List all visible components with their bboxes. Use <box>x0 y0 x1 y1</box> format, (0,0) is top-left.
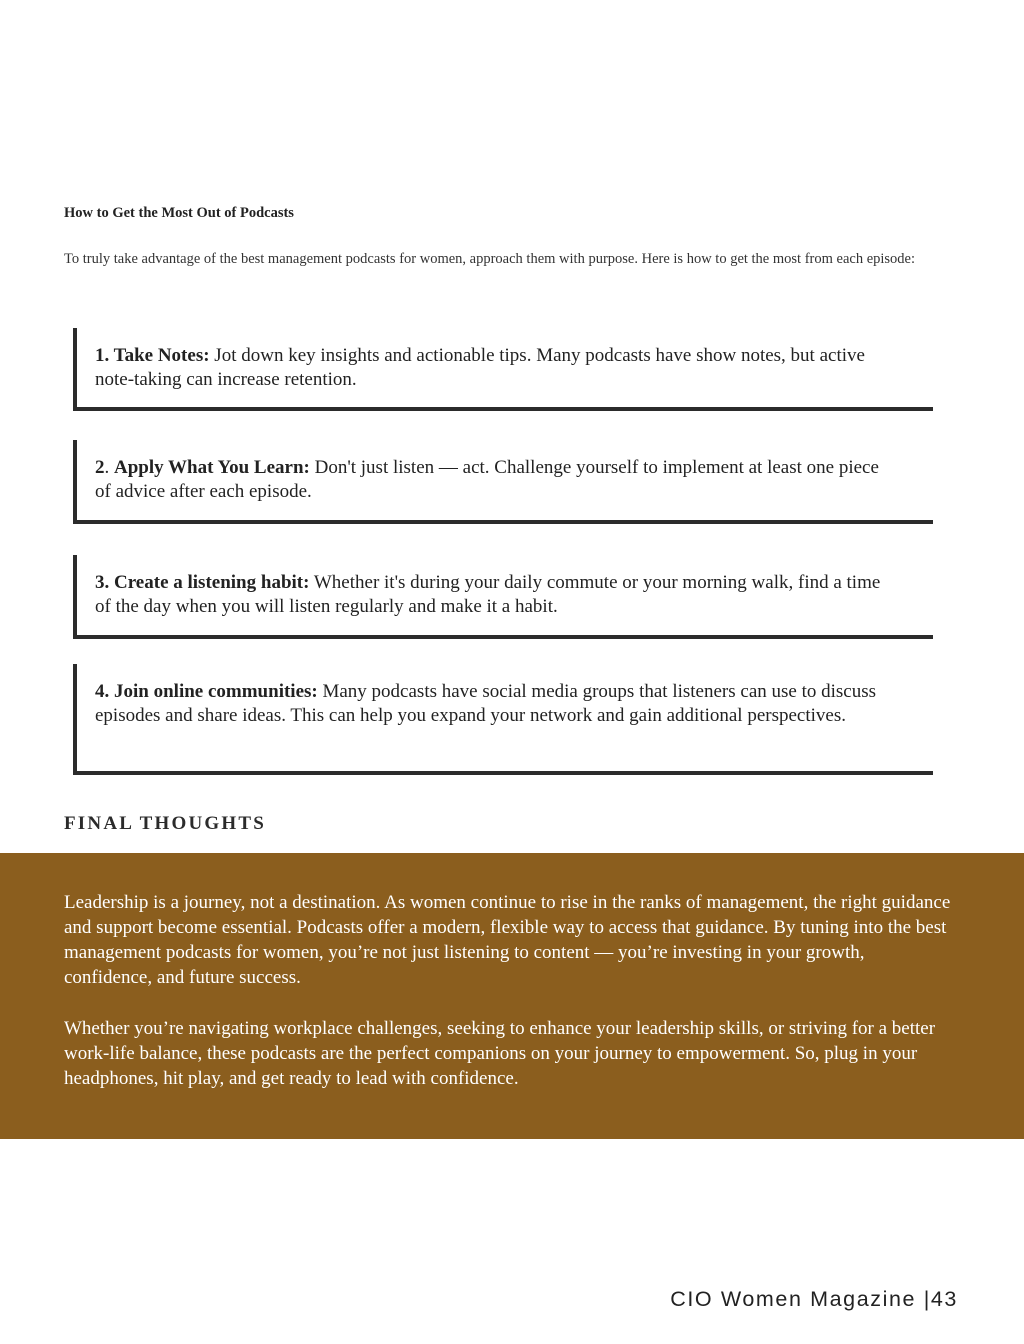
magazine-name: CIO Women Magazine <box>670 1287 917 1311</box>
tip-body: Don't just listen — act. Challenge yourself to implement at least one piece of advice after each episode. <box>95 457 879 502</box>
final-paragraph: Leadership is a journey, not a destination. As women continue to rise in the ranks of management, the right guidance and support become essential. Podcasts offer a modern, flexible way to access that guidance. By tuning into the best management podcasts for women, you’re not just listening to content — you’re investing in your growth, confidence, and future success. <box>64 892 951 988</box>
tip-body: Many podcasts have social media groups that listeners can use to discuss episodes and share ideas. This can help you expand your network and gain additional perspectives. <box>95 681 876 726</box>
tip-body: Jot down key insights and actionable tips. Many podcasts have show notes, but active note-taking can increase retention. <box>95 345 865 390</box>
tip-card-online-communities <box>73 664 933 775</box>
tip-number: 2 <box>95 457 105 478</box>
page-number: |43 <box>923 1287 958 1311</box>
page-footer <box>670 1287 958 1312</box>
section-heading: How to Get the Most Out of Podcasts <box>64 205 294 221</box>
tip-card-listening-habit <box>73 555 933 639</box>
tip-text <box>95 456 893 503</box>
tip-label: 4. Join online communities: <box>95 681 318 702</box>
final-thoughts-heading: FINAL THOUGHTS <box>64 813 267 834</box>
tip-text <box>95 571 893 618</box>
tip-card-take-notes <box>73 328 933 411</box>
tip-label: 3. Create a listening habit: <box>95 572 310 593</box>
tip-label: Apply What You Learn: <box>114 457 310 478</box>
final-thoughts-band <box>0 853 1024 1139</box>
tip-separator: . <box>104 457 114 478</box>
tip-text <box>95 344 893 391</box>
tip-label: 1. Take Notes: <box>95 345 210 366</box>
final-paragraph: Whether you’re navigating workplace challenges, seeking to enhance your leadership skills, or striving for a better work-life balance, these podcasts are the perfect companions on your journey to empowerment. So, plug in your headphones, hit play, and get ready to lead with confidence. <box>64 1018 936 1089</box>
tip-text <box>95 680 893 727</box>
tip-card-apply-what-you-learn <box>73 440 933 524</box>
tip-body: Whether it's during your daily commute or your morning walk, find a time of the day when you will listen regularly and make it a habit. <box>95 572 881 617</box>
intro-paragraph: To truly take advantage of the best management podcasts for women, approach them with purpose. Here is how to get the most from each episode: <box>64 251 916 267</box>
